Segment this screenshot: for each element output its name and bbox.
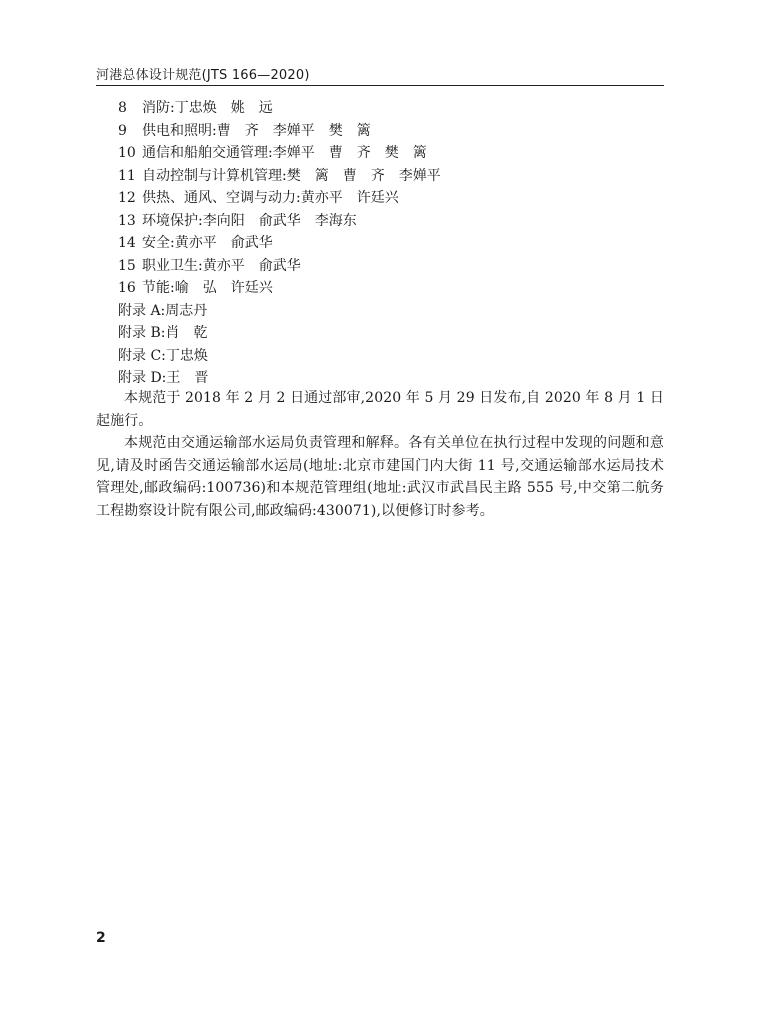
- appendix-item: 附录 A:周志丹: [118, 302, 208, 319]
- list-item: [118, 277, 664, 300]
- list-item: [118, 142, 664, 165]
- list-item: [118, 210, 664, 233]
- appendix-item: 附录 C:丁忠焕: [118, 347, 208, 364]
- list-item: [118, 97, 664, 120]
- item-number: 11: [118, 167, 136, 184]
- item-text: 供电和照明:曹 齐 李婵平 樊 篱: [142, 122, 371, 139]
- effective-date-paragraph: 本规范于 2018 年 2 月 2 日通过部审,2020 年 5 月 29 日发布,自 2020 年 8 月 1 日起施行。: [96, 390, 664, 429]
- item-number: 14: [118, 235, 136, 251]
- list-item: [118, 255, 664, 278]
- item-text: 节能:喻 弘 许廷兴: [142, 280, 273, 296]
- management-paragraph: 本规范由交通运输部水运局负责管理和解释。各有关单位在执行过程中发现的问题和意见,请及时函告交通运输部水运局(地址:北京市建国门内大街 11 号,交通运输部水运局技术管理处,邮政编码:100736)和本规范管理组(地址:武汉市武昌民主路 555 号,中交第二航务工程勘察设计院有限公司,邮政编码:430071),以便修订时参考。: [96, 435, 664, 519]
- item-number: 9: [118, 122, 127, 139]
- item-text: 安全:黄亦平 俞武华: [142, 235, 273, 251]
- item-number: 12: [118, 190, 136, 206]
- list-item: [118, 120, 664, 143]
- item-text: 供热、通风、空调与动力:黄亦平 许廷兴: [142, 190, 399, 206]
- committee-list: [118, 97, 664, 390]
- item-number: 16: [118, 280, 136, 296]
- item-number: 10: [118, 145, 136, 161]
- page-number: 2: [96, 930, 106, 946]
- header-divider: [96, 85, 664, 86]
- item-text: 自动控制与计算机管理:樊 篱 曹 齐 李婵平: [142, 167, 441, 184]
- list-item: [118, 165, 664, 188]
- item-number: 15: [118, 257, 136, 274]
- header-title: 河港总体设计规范(JTS 166—2020): [96, 68, 310, 83]
- appendix-item: 附录 B:肖 乾: [118, 325, 208, 341]
- item-text: 消防:丁忠焕 姚 远: [142, 100, 273, 116]
- list-item: [118, 187, 664, 210]
- appendix-item: 附录 D:王 晋: [118, 370, 209, 386]
- item-number: 8: [118, 100, 127, 116]
- item-text: 通信和船舶交通管理:李婵平 曹 齐 樊 篱: [142, 145, 427, 161]
- item-text: 环境保护:李向阳 俞武华 李海东: [142, 212, 357, 229]
- list-item: [118, 232, 664, 255]
- item-number: 13: [118, 212, 136, 229]
- item-text: 职业卫生:黄亦平 俞武华: [142, 257, 301, 274]
